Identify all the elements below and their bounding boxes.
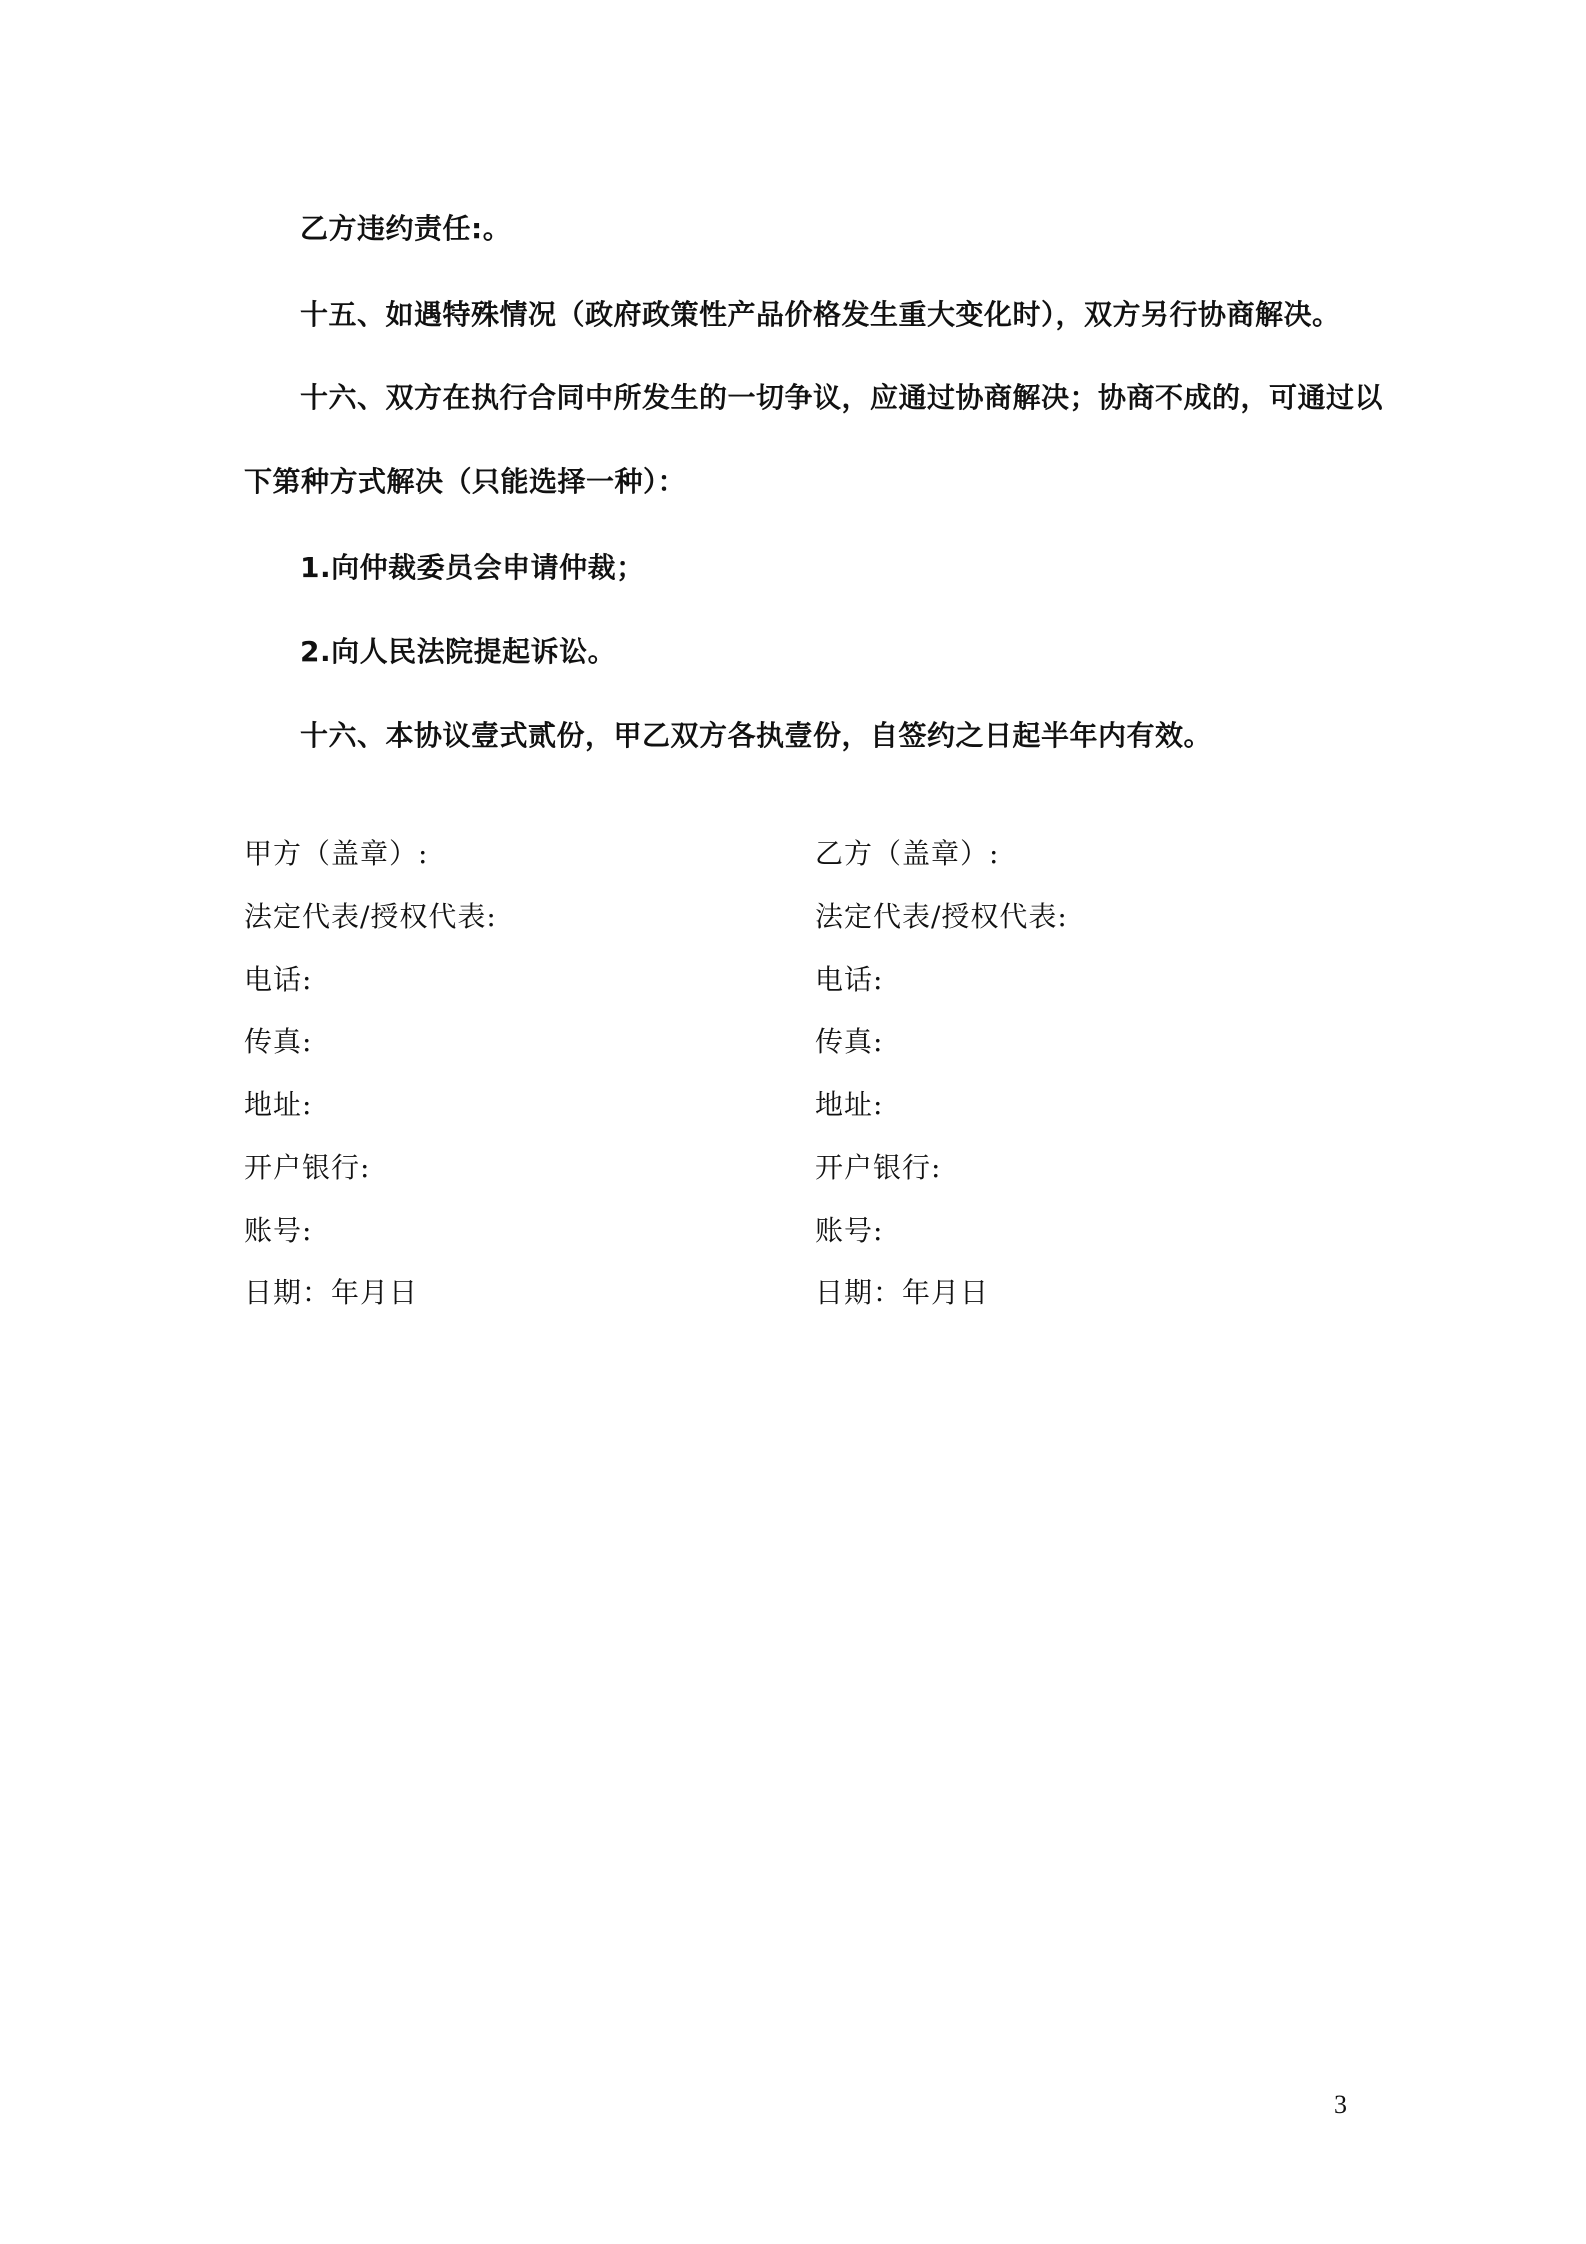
party-b-account-label: 账号: [815, 1214, 884, 1247]
party-b-bank-label: 开户银行: [815, 1151, 942, 1184]
clause-16-line1: 十六、双方在执行合同中所发生的一切争议，应通过协商解决；协商不成的，可通过以 [300, 381, 1384, 414]
party-a-account-label: 账号: [244, 1214, 313, 1247]
party-a-phone-label: 电话: [244, 963, 313, 996]
party-b-phone-label: 电话: [815, 963, 884, 996]
party-b-date-label: 日期：年月日 [815, 1276, 990, 1309]
party-a-address-label: 地址: [244, 1088, 313, 1121]
party-a-seal-label: 甲方（盖章）: [244, 837, 429, 870]
clause-16b: 十六、本协议壹式贰份，甲乙双方各执壹份，自签约之日起半年内有效。 [300, 719, 1213, 752]
party-b-rep-label: 法定代表/授权代表: [815, 900, 1068, 933]
clause-16-line2: 下第种方式解决（只能选择一种）： [244, 465, 687, 498]
clause-16-option-2: 2.向人民法院提起诉讼。 [300, 635, 617, 668]
party-a-fax-label: 传真: [244, 1025, 313, 1058]
party-b-fax-label: 传真: [815, 1025, 884, 1058]
clause-16-option-1: 1.向仲裁委员会申请仲裁； [300, 551, 645, 584]
party-b-address-label: 地址: [815, 1088, 884, 1121]
party-a-bank-label: 开户银行: [244, 1151, 371, 1184]
clause-breach-b: 乙方违约责任:。 [300, 212, 512, 245]
party-b-seal-label: 乙方（盖章）: [815, 837, 1000, 870]
party-a-date-label: 日期：年月日 [244, 1276, 419, 1309]
party-a-rep-label: 法定代表/授权代表: [244, 900, 497, 933]
clause-15: 十五、如遇特殊情况（政府政策性产品价格发生重大变化时），双方另行协商解决。 [300, 298, 1341, 331]
page-number: 3 [1334, 2090, 1347, 2119]
